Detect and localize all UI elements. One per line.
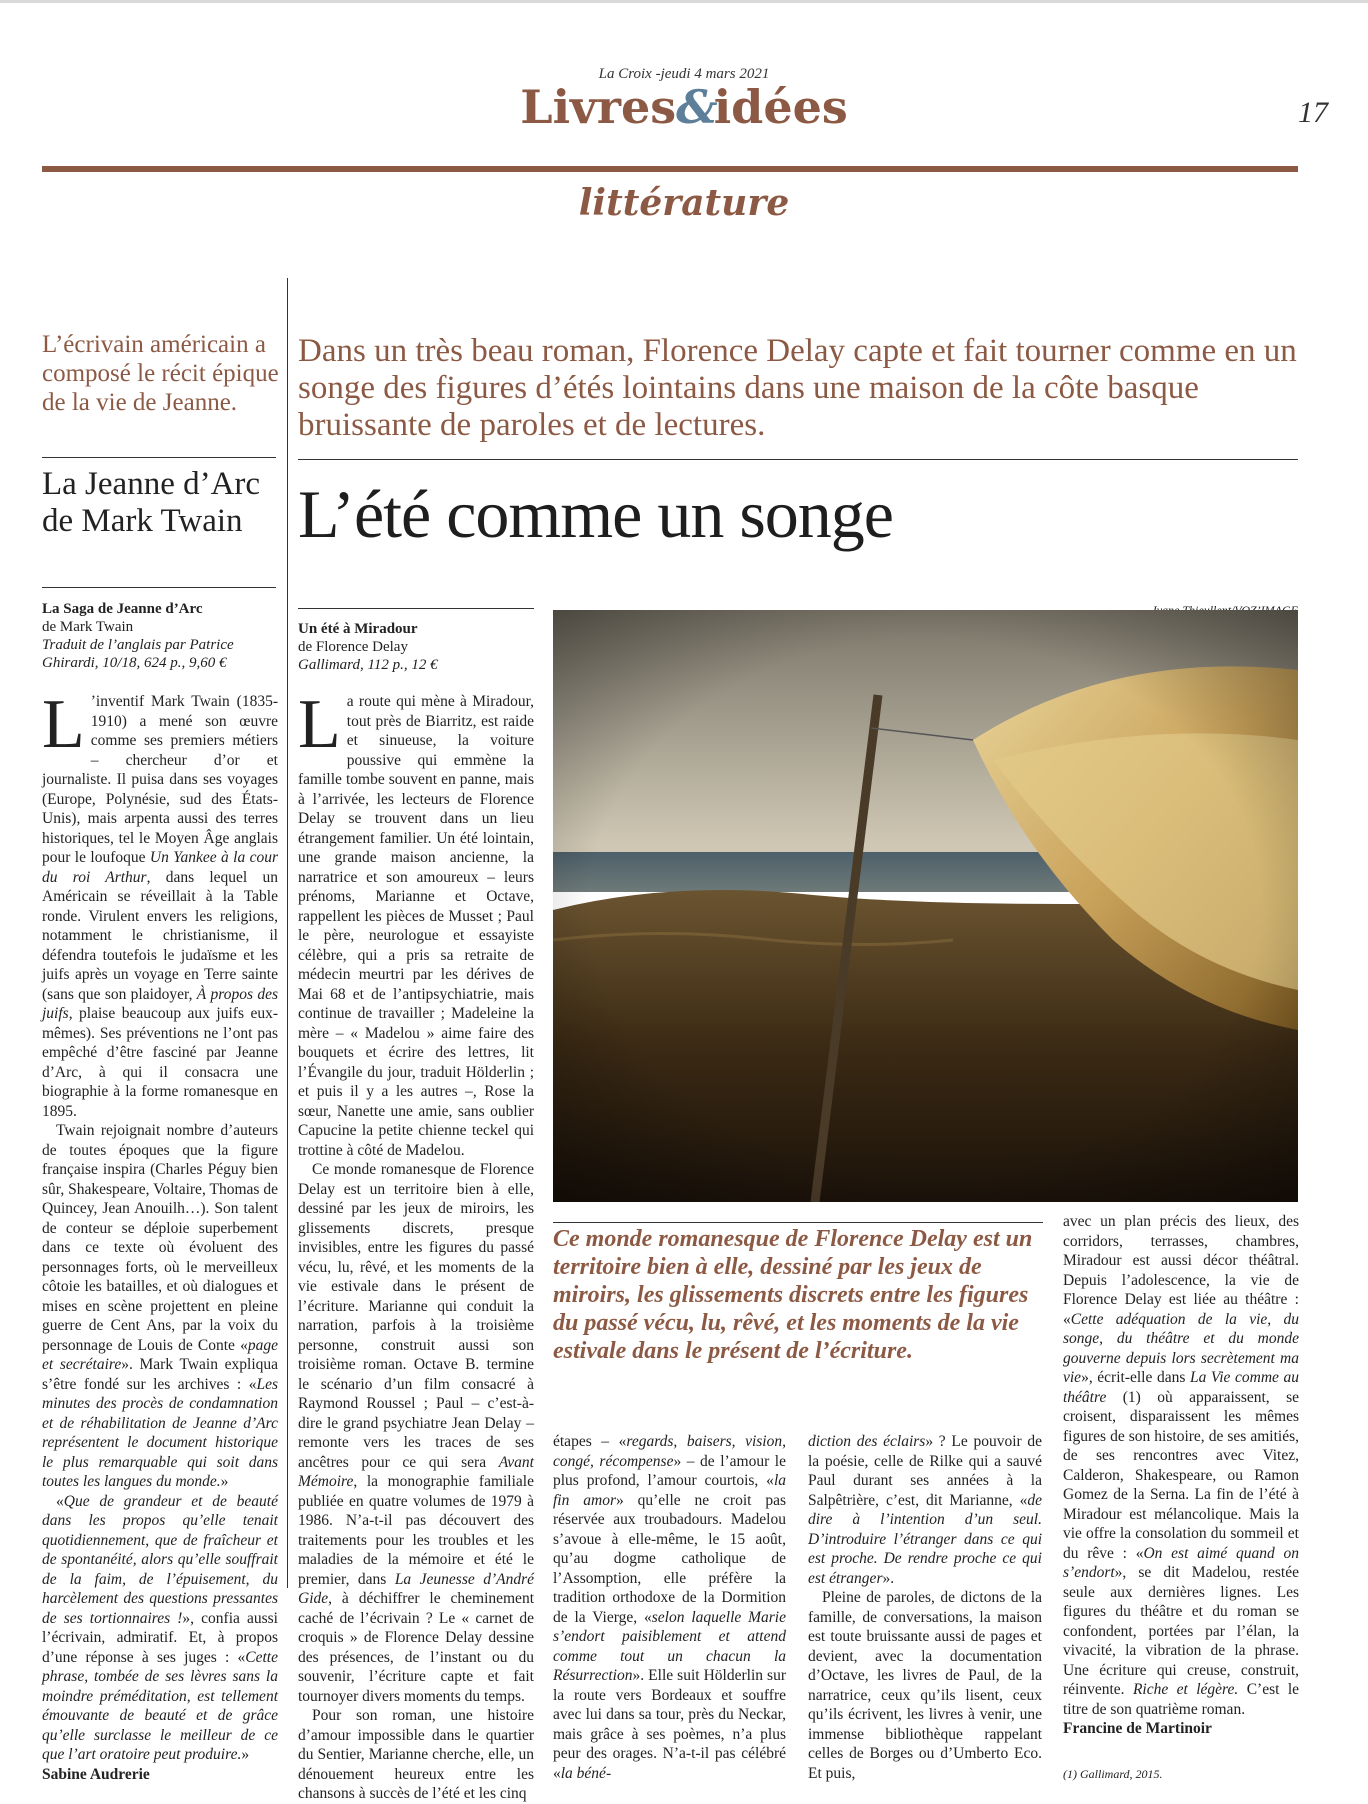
main-book-title: Un été à Miradour [298,621,418,637]
sidebar-book-info [42,600,282,672]
main-book-rule [298,608,534,609]
sidebar-headline: La Jeanne d’Arc de Mark Twain [42,466,261,539]
main-paragraph-2: Ce monde romanesque de Florence Delay est un territoire bien à elle, dessiné par les jeux de miroirs, les glissements discrets, presque invisibles, entre les figures du passé vécu, lu, rêvé, et les moments de la vie estivale dans le présent de l’écriture. Marianne qui conduit la narration, parfois à la troisième personne, construit aussi son troisième roman. Octave B. termine le scénario d’un film consacré à Raymond Roussel ; Paul – c’est-à-dire le grand psychiatre Jean Delay – remonte vers les traces de ses ancêtres pour ce qui sera Avant Mémoire, la monographie familiale publiée en quatre volumes de 1979 à 1986. N’a-t-il pas découvert des traitements pour les troubles et les maladies de la mémoire et été le premier, dans La Jeunesse d’André Gide, à déchiffrer le cheminement caché de l’écrivain ? Le « carnet de croquis » de Florence Delay dessine des présences, de l’instant ou du souvenir, l’écriture capte et fait tournoyer divers moments du temps. [298,1161,534,1705]
sidebar-paragraph-2: Twain rejoignait nombre d’auteurs de toutes époques que la figure française inspira (Charles Péguy bien sûr, Shakespeare, Voltaire, Thomas de Quincey, Jean Anouilh…). Son talent de conteur se déploie superbement dans ce texte où évoluent des personnages forts, où le merveilleux côtoie les batailles, et où dialogues et mises en scène projettent en pleine guerre de Cent Ans, par la voix du personnage de Louis de Conte «page et secrétaire». Mark Twain expliqua s’être fondé sur les archives : «Les minutes des procès de condamnation et de réhabilitation de Jeanne d’Arc représentent le document historique le plus remarquable qui soit dans toutes les langues du monde.» [42,1122,279,1490]
sidebar-paragraph-1: L ’inventif Mark Twain (1835-1910) a mené son œuvre comme ses premiers métiers – chercheur d’or et journaliste. Il puisa dans ses voyages (Europe, Polynésie, sud des États-Unis), mais arpenta aussi des terres historiques, tel le Moyen Âge anglais pour le loufoque Un Yankee à la cour du roi Arthur, dans lequel un Américain se réveillait à la Table ronde. Virulent envers les religions, notamment le christianisme, il défendra toutefois le judaïsme et les juifs après un voyage en Terre sainte (sans que son plaidoyer, À propos des juifs, plaise beaucoup aux juifs eux-mêmes). Ses préventions ne l’ont pas empêché d’être fasciné par Jeanne d’Arc, à qui il consacra une biographie à la forme romanesque en 1895. [42,686,279,1120]
footnote: (1) Gallimard, 2015. [1063,1766,1163,1781]
main-book-info [298,620,538,674]
sidebar-body [42,686,279,1784]
section-title: littérature [578,182,790,224]
masthead-idees: idées [713,80,848,134]
main-column-3 [808,1432,1042,1783]
main-paragraph-4: étapes – «regards, baisers, vision, congé, récompense» – de l’amour le plus profond, l’amour courtois, «la fin amor» qu’elle ne croit pas réservée aux troubadours. Madelou s’avoue à elle-même, le 15 août, qu’au dogme catholique de l’Assomption, elle préfère la tradition orthodoxe de la Dormition de la Vierge, «selon laquelle Marie s’endort paisiblement et attend comme tout un chacun la Résurrection». Elle suit Hölderlin sur la route vers Bordeaux et souffre avec lui dans sa tour, près du Neckar, mais grâce à ses poèmes, n’a plus peur des orages. N’a-t-il pas célébré «la béné- [553,1433,787,1782]
main-drop-cap: L [298,686,341,763]
top-border [0,0,1368,3]
sidebar-book-title: La Saga de Jeanne d’Arc [42,601,203,617]
main-paragraph-3: Pour son roman, une histoire d’amour impossible dans le quartier du Sentier, Marianne cherche, elle, un dénouement heureux entre les chansons à succès de l’été et les cinq [298,1707,534,1802]
main-rule [298,459,1298,460]
main-column-4 [1063,1212,1299,1784]
main-headline: L’été comme un songe [298,476,893,552]
sidebar-book-author: de Mark Twain [42,619,134,635]
main-column-1 [298,686,534,1804]
sidebar-signature: Sabine Audrerie [42,1765,150,1783]
main-deck: Dans un très beau roman, Florence Delay capte et fait tourner comme en un songe des figures d’étés lointains dans une maison de la côte basque bruissante de paroles et de lectures. [298,333,1297,443]
main-paragraph-5: diction des éclairs» ? Le pouvoir de la poésie, celle de Rilke qui a sauvé Paul durant ses années à la Salpêtrière, c’est, dit Marianne, «de dire à l’intention d’un seul. D’introduire l’étranger dans ce qui est proche. De rendre proche ce qui est étranger». [808,1433,1042,1587]
caption-rule [553,1222,1043,1223]
pull-quote: Ce monde romanesque de Florence Delay est un territoire bien à elle, dessiné par les jeux de miroirs, les glissements discrets entre les figures du passé vécu, lu, rêvé, et les moments de la vie estivale dans le présent de l’écriture. [553,1226,1033,1364]
sidebar-rule-2 [42,587,276,588]
main-paragraph-1: La route qui mène à Miradour, tout près de Biarritz, est raide et sinueuse, la voiture poussive qui emmène la famille tombe souvent en panne, mais à l’arrivée, les lecteurs de Florence Delay se trouvent dans un lieu étrangement familier. Un été lointain, une grande maison ancienne, la narratrice et son amoureux – leurs prénoms, Marianne et Octave, rappellent les pièces de Musset ; Paul le père, neurologue et essayiste célèbre, qui a pris sa retraite de médecin meurtri par les dérives de Mai 68 et de l’antipsychiatrie, mais continue de travailler ; Madeleine la mère – « Madelou » aime faire des bouquets et écrire des lettres, lit l’Évangile du jour, traduit Hölderlin ; et puis il y a les autres –, Rose la sœur, Nanette une amie, sans oublier Capucine la petite chienne teckel qui trottine à côté de Madelou. [298,686,534,1159]
drop-cap: L [42,686,85,763]
masthead-livres: Livres [520,80,677,134]
page-number: 17 [1298,96,1328,129]
main-book-author: de Florence Delay [298,639,408,655]
dateline: La Croix -jeudi 4 mars 2021 [598,66,770,82]
column-divider [287,278,288,1588]
main-book-details: Gallimard, 112 p., 12 € [298,657,438,673]
sidebar-book-details: Traduit de l’anglais par Patrice Ghirardi, 10/18, 624 p., 9,60 € [42,637,234,671]
sidebar-deck: L’écrivain américain a composé le récit épique de la vie de Jeanne. [42,331,279,416]
header-rule [42,166,1298,172]
main-column-2 [553,1432,786,1783]
masthead-ampersand: & [676,80,714,134]
sidebar-rule [42,457,276,458]
main-paragraph-6: Pleine de paroles, de dictons de la famille, de conversations, la maison est toute bruissante aussi de pages et devient, avec la documentation d’Octave, les livres de Paul, de la narratrice, ceux qu’ils lisent, ceux qu’ils écrivent, les livres à venir, une immense bibliothèque rappelant celles de Borges ou d’Umberto Eco. Et puis, [808,1589,1042,1782]
main-paragraph-7: avec un plan précis des lieux, des corridors, terrasses, chambres, Miradour est aussi décor théâtral. Depuis l’adolescence, la vie de Florence Delay est liée au théâtre : «Cette adéquation de la vie, du songe, du théâtre et du monde gouverne depuis lors secrètement ma vie», écrit-elle dans La Vie comme au théâtre (1) où apparaissent, se croisent, disparaissent les mêmes figures de son histoire, de ses amitiés, de ses rencontres avec Vitez, Calderon, Shakespeare, ou Ramon Gomez de la Serna. La fin de l’été à Miradour est mélancolique. Mais la vie offre la consolation du sommeil et du rêve : «On est aimé quand on s’endort», se dit Madelou, restée seule aux dernières lignes. Les figures du théâtre et du roman se confondent, portées par l’élan, la vivacité, la vibration de la phrase. Une écriture qui creuse, construit, réinvente. Riche et légère. C’est le titre de son quatrième roman. [1063,1213,1300,1718]
article-photo [553,610,1298,1202]
main-signature: Francine de Martinoir [1063,1720,1212,1737]
masthead [0,80,1368,134]
sidebar-paragraph-3: «Que de grandeur et de beauté dans les propos qu’elle tenait quotidiennement, que de fraîcheur et de spontanéité, alors qu’elle souffrait de la faim, de l’épuisement, du harcèlement des questions pressantes de ses tortionnaires !», confia aussi l’écrivain, admiratif. Et, à propos d’une réponse à ses juges : «Cette phrase, tombée de ses lèvres sans la moindre préméditation, est tellement émouvante de beauté et de grâce qu’elle surclasse le meilleur de ce que l’art oratoire peut produire.» [42,1492,278,1763]
